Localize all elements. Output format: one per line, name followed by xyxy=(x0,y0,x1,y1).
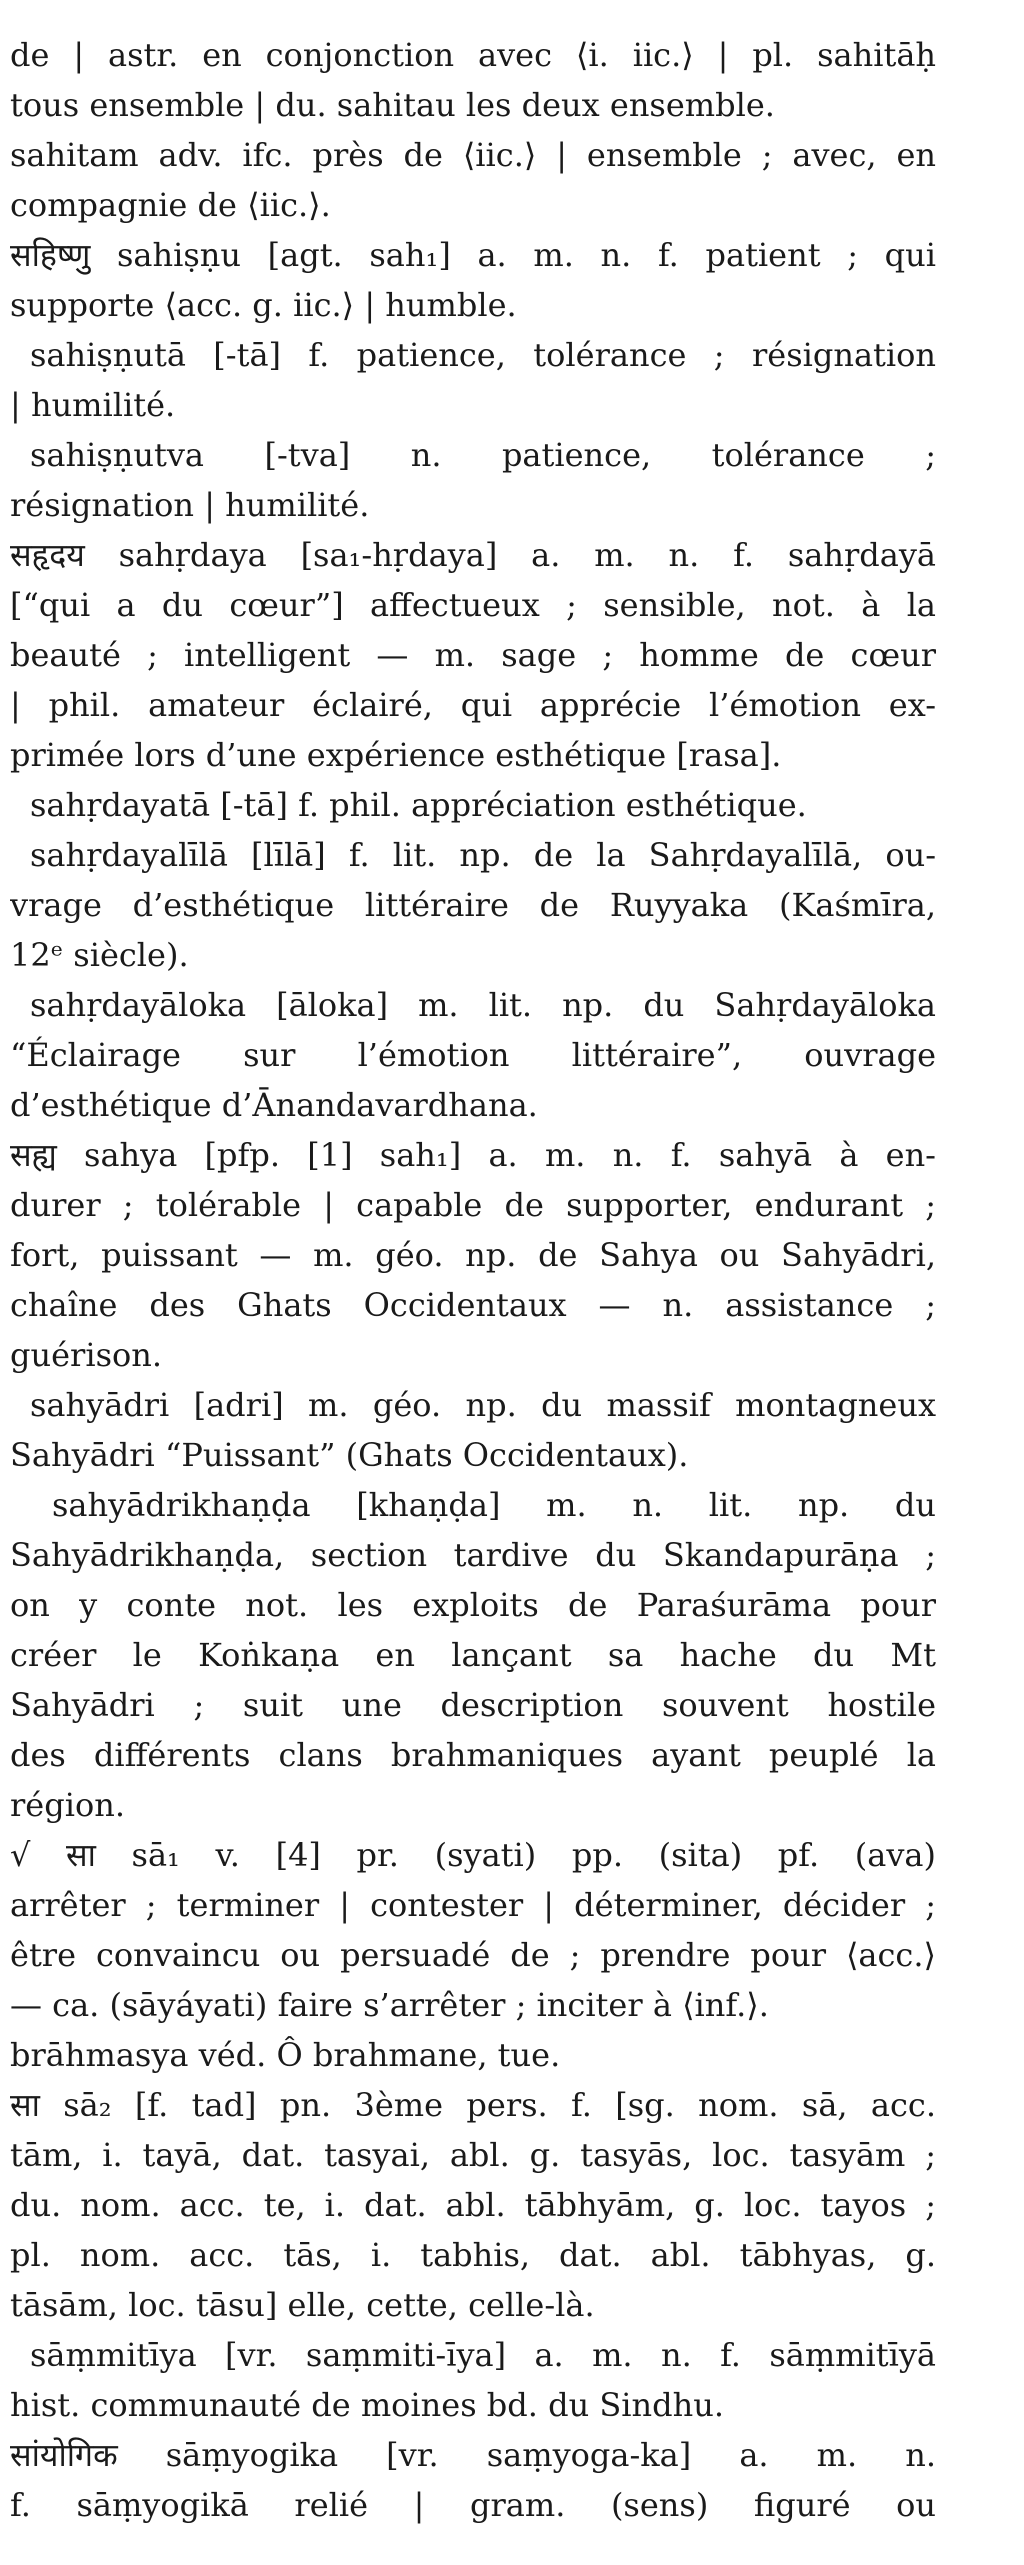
entry-line: sahitam adv. ifc. près de ⟨iic.⟩ | ensemble ; avec, en xyxy=(10,136,936,174)
entry-line: on y conte not. les exploits de Paraśurāma pour xyxy=(10,1586,936,1624)
entry-line: f. sāṃyogikā relié | gram. (sens) figuré ou xyxy=(10,2486,936,2524)
entry-sahisnutva xyxy=(10,430,936,530)
entry-line: primée lors d’une expérience esthétique [rasa]. xyxy=(10,736,782,774)
entry-line: tāsām, loc. tāsu] elle, cette, celle-là. xyxy=(10,2286,595,2324)
entry-line: sahiṣṇutva [-tva] n. patience, tolérance ; xyxy=(30,436,936,474)
entry-line: d’esthétique d’Ānandavardhana. xyxy=(10,1086,538,1124)
entry-line: guérison. xyxy=(10,1336,163,1374)
entry-line: compagnie de ⟨iic.⟩. xyxy=(10,186,331,224)
entry-line: 12ᵉ siècle). xyxy=(10,936,189,974)
entry-line: [“qui a du cœur”] affectueux ; sensible, not. à la xyxy=(10,586,936,624)
entry-sahyadrikhanda xyxy=(10,1480,936,1830)
entry-line: vrage d’esthétique littéraire de Ruyyaka (Kaśmīra, xyxy=(10,886,936,924)
entry-line: beauté ; intelligent — m. sage ; homme de cœur xyxy=(10,636,936,674)
entry-line: — ca. (sāyáyati) faire s’arrêter ; inciter à ⟨inf.⟩. xyxy=(10,1986,769,2024)
entry-line: “Éclairage sur l’émotion littéraire”, ouvrage xyxy=(10,1036,936,1074)
entry-sahya xyxy=(10,1130,936,1380)
entry-line: सहृदय sahṛdaya [sa₁-hṛdaya] a. m. n. f. sahṛdayā xyxy=(10,536,936,574)
entry-sahisnuta xyxy=(10,330,936,430)
entry-sammitiya xyxy=(10,2330,936,2430)
entry-line: créer le Koṅkaṇa en lançant sa hache du Mt xyxy=(10,1636,936,1674)
entry-line: Sahyādri “Puissant” (Ghats Occidentaux). xyxy=(10,1436,689,1474)
entry-line: सहिष्णु sahiṣṇu [agt. sah₁] a. m. n. f. patient ; qui xyxy=(10,236,936,274)
entry-sahyadri xyxy=(10,1380,936,1480)
entry-line: sahiṣṇutā [-tā] f. patience, tolérance ; résignation xyxy=(30,336,936,374)
entry-line: durer ; tolérable | capable de supporter, endurant ; xyxy=(10,1186,936,1224)
entry-line: sahyādri [adri] m. géo. np. du massif montagneux xyxy=(30,1386,936,1424)
entry-line: sahṛdayāloka [āloka] m. lit. np. du Sahṛdayāloka xyxy=(30,986,936,1024)
entry-line: सा sā₂ [f. tad] pn. 3ème pers. f. [sg. nom. sā, acc. xyxy=(10,2086,936,2124)
entry-line: सह्य sahya [pfp. [1] sah₁] a. m. n. f. sahyā à en- xyxy=(10,1136,936,1174)
entry-line: | humilité. xyxy=(10,386,176,424)
entry-line: | phil. amateur éclairé, qui apprécie l’émotion ex- xyxy=(10,686,936,724)
entry-line: arrêter ; terminer | contester | déterminer, décider ; xyxy=(10,1886,936,1924)
entry-line: pl. nom. acc. tās, i. tabhis, dat. abl. tābhyas, g. xyxy=(10,2236,936,2274)
entry-samyogika xyxy=(10,2430,936,2530)
entry-line: des différents clans brahmaniques ayant peuplé la xyxy=(10,1736,936,1774)
entry-sahita-tail xyxy=(10,30,936,130)
entry-sahrdayata xyxy=(10,780,936,830)
entry-sahrdayalila xyxy=(10,830,936,980)
entry-line: sahyādrikhaṇḍa [khaṇḍa] m. n. lit. np. du xyxy=(52,1486,936,1524)
entry-line: être convaincu ou persuadé de ; prendre pour ⟨acc.⟩ xyxy=(10,1936,936,1974)
entry-line: hist. communauté de moines bd. du Sindhu. xyxy=(10,2386,725,2424)
entry-line: tous ensemble | du. sahitau les deux ensemble. xyxy=(10,86,775,124)
entry-line: √ सा sā₁ v. [4] pr. (syati) pp. (sita) pf. (ava) xyxy=(10,1836,936,1874)
entry-line: brāhmasya véd. Ô brahmane, tue. xyxy=(10,2036,561,2074)
entry-line: résignation | humilité. xyxy=(10,486,370,524)
entry-sahitam xyxy=(10,130,936,230)
entry-line: supporte ⟨acc. g. iic.⟩ | humble. xyxy=(10,286,517,324)
entry-line: Sahyādrikhaṇḍa, section tardive du Skandapurāṇa ; xyxy=(10,1536,936,1574)
entry-line: Sahyādri ; suit une description souvent hostile xyxy=(10,1686,936,1724)
entry-line: sāṃmitīya [vr. saṃmiti-īya] a. m. n. f. sāṃmitīyā xyxy=(30,2336,936,2374)
entry-sahrdayaloka xyxy=(10,980,936,1130)
entry-line: de | astr. en conjonction avec ⟨i. iic.⟩ | pl. sahitāḥ xyxy=(10,36,936,74)
entry-line: fort, puissant — m. géo. np. de Sahya ou Sahyādri, xyxy=(10,1236,936,1274)
entry-line: tām, i. tayā, dat. tasyai, abl. g. tasyās, loc. tasyām ; xyxy=(10,2136,936,2174)
entry-sa1 xyxy=(10,1830,936,2080)
entry-line: du. nom. acc. te, i. dat. abl. tābhyām, g. loc. tayos ; xyxy=(10,2186,936,2224)
entry-line: région. xyxy=(10,1786,125,1824)
entry-sahrdaya xyxy=(10,530,936,780)
entry-line: chaîne des Ghats Occidentaux — n. assistance ; xyxy=(10,1286,936,1324)
entry-line: sahṛdayatā [-tā] f. phil. appréciation esthétique. xyxy=(30,786,807,824)
entry-line: sahṛdayalīlā [līlā] f. lit. np. de la Sahṛdayalīlā, ou- xyxy=(30,836,936,874)
entry-sahisnu xyxy=(10,230,936,330)
entry-line: सांयोगिक sāṃyogika [vr. saṃyoga-ka] a. m. n. xyxy=(10,2436,936,2474)
entry-sa2 xyxy=(10,2080,936,2330)
